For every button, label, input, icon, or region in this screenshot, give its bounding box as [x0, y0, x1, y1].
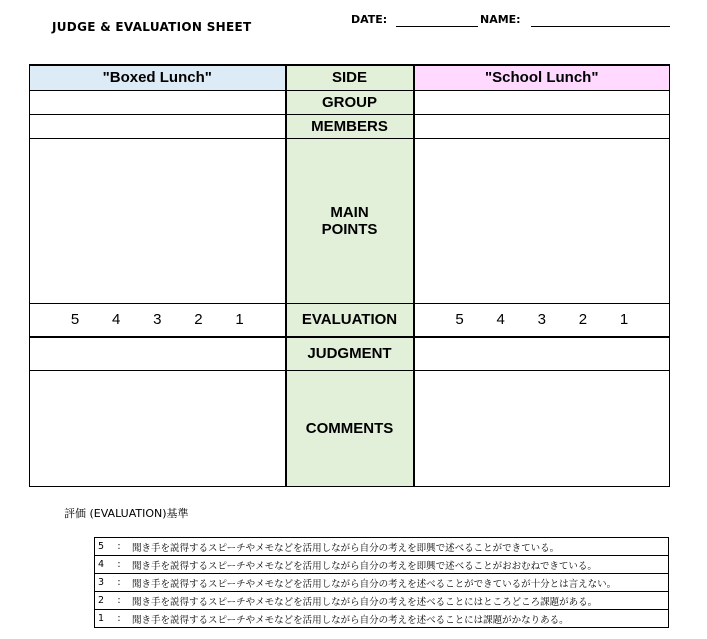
criteria-row: [95, 592, 668, 610]
criteria-text: 聞き手を説得するスピーチやメモなどを活用しながら自分の考えを述べることにはところどころ課題がある。: [132, 596, 598, 608]
right-main-points-cell[interactable]: [414, 138, 670, 303]
left-side-header: "Boxed Lunch": [30, 65, 286, 90]
criteria-colon: :: [117, 559, 121, 570]
right-score-3[interactable]: 3: [537, 311, 546, 329]
criteria-score: 1: [98, 613, 105, 624]
right-score-4[interactable]: 4: [496, 311, 505, 329]
right-members-cell[interactable]: [414, 114, 670, 138]
criteria-colon: :: [117, 613, 121, 624]
left-comments-cell[interactable]: [30, 370, 286, 486]
criteria-row: [95, 556, 668, 574]
criteria-row: [95, 538, 668, 556]
name-label: NAME:: [480, 13, 521, 26]
left-score-5[interactable]: 5: [70, 311, 80, 329]
right-evaluation-cell: [414, 303, 670, 337]
left-score-3[interactable]: 3: [153, 311, 162, 329]
criteria-score: 4: [98, 559, 105, 570]
left-score-4[interactable]: 4: [111, 311, 121, 329]
criteria-text: 聞き手を説得するスピーチやメモなどを活用しながら自分の考えを即興で述べることがおおむねできている。: [132, 560, 597, 572]
left-main-points-cell[interactable]: [30, 138, 286, 303]
judgment-label: JUDGMENT: [286, 337, 414, 370]
main-points-label: [286, 138, 414, 303]
criteria-text: 聞き手を説得するスピーチやメモなどを活用しながら自分の考えを述べることには課題がかなりある。: [132, 614, 569, 626]
right-score-5[interactable]: 5: [455, 311, 464, 329]
date-field[interactable]: [396, 26, 478, 27]
group-label: GROUP: [286, 90, 414, 114]
criteria-list: [94, 537, 669, 628]
criteria-score: 3: [98, 577, 105, 588]
right-group-cell[interactable]: [414, 90, 670, 114]
right-score-2[interactable]: 2: [578, 311, 588, 329]
criteria-row: [95, 610, 668, 627]
criteria-colon: :: [117, 577, 121, 588]
left-judgment-cell[interactable]: [30, 337, 286, 370]
right-score-1[interactable]: 1: [619, 311, 629, 329]
criteria-heading: 評価 (EVALUATION)基準: [64, 507, 189, 520]
left-score-2[interactable]: 2: [194, 311, 203, 329]
right-side-header: "School Lunch": [414, 65, 670, 90]
left-group-cell[interactable]: [30, 90, 286, 114]
main-points-line-2: POINTS: [321, 220, 378, 238]
comments-label: COMMENTS: [286, 370, 414, 486]
criteria-text: 聞き手を説得するスピーチやメモなどを活用しながら自分の考えを即興で述べることができている。: [132, 542, 560, 554]
members-label: MEMBERS: [286, 114, 414, 138]
evaluation-label: EVALUATION: [286, 303, 414, 337]
criteria-colon: :: [117, 595, 121, 606]
evaluation-table: [29, 64, 670, 487]
criteria-score: 2: [98, 595, 105, 606]
criteria-row: [95, 574, 668, 592]
date-label: DATE:: [351, 13, 388, 26]
main-points-line-1: MAIN: [330, 203, 369, 221]
right-comments-cell[interactable]: [414, 370, 670, 486]
left-members-cell[interactable]: [30, 114, 286, 138]
name-field[interactable]: [531, 26, 670, 27]
criteria-colon: :: [117, 541, 121, 552]
criteria-text: 聞き手を説得するスピーチやメモなどを活用しながら自分の考えを述べることができているが十分とは言えない。: [132, 578, 617, 590]
criteria-score: 5: [98, 541, 105, 552]
left-evaluation-cell: [30, 303, 286, 337]
side-label: SIDE: [286, 65, 414, 90]
left-score-1[interactable]: 1: [235, 311, 244, 329]
sheet-title: JUDGE & EVALUATION SHEET: [52, 20, 252, 34]
right-judgment-cell[interactable]: [414, 337, 670, 370]
